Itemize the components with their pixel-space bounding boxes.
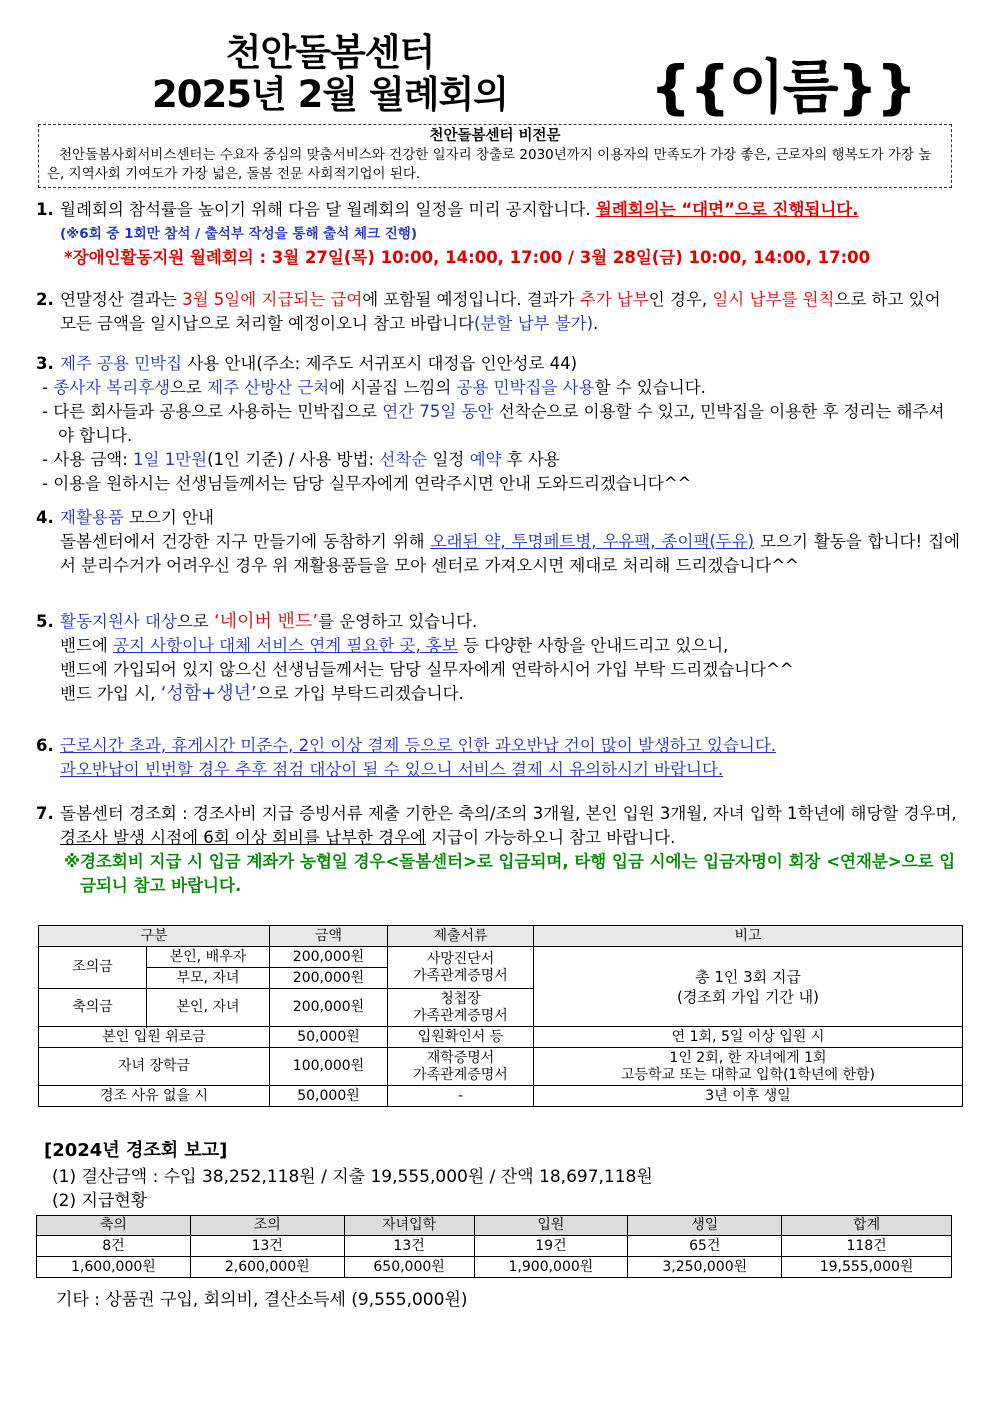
table-row (39, 1086, 963, 1107)
item-number: 1. (36, 200, 54, 219)
table-cell: 50,000원 (270, 1086, 388, 1107)
table-cell: 축의금 (39, 989, 147, 1027)
notice-item-7 (36, 802, 960, 898)
table-cell: 3년 이후 생일 (534, 1086, 963, 1107)
item5-text-g: 등 다양한 사항을 안내드리고 있으니, (457, 636, 729, 655)
table-cell: 1,900,000원 (474, 1257, 628, 1278)
table-cell: 본인, 자녀 (147, 989, 270, 1027)
table-cell: 8건 (37, 1236, 191, 1257)
table-cell: 200,000원 (270, 947, 388, 968)
item3-l1-d: 제주 산방산 근처 (207, 378, 330, 397)
name-placeholder: {{이름}} (650, 53, 916, 121)
table-header-row (39, 926, 963, 947)
item2-text-g: 으로 하고 있어 모든 금액을 일시납으로 처리할 예정이오니 참고 바랍니다 (60, 290, 941, 333)
item5-text-k: 으로 가입 부탁드리겠습니다. (256, 684, 464, 703)
table-row (39, 1027, 963, 1048)
table-row (39, 1048, 963, 1086)
item7-text-d: ※경조회비 지급 시 입금 계좌가 농협일 경우<돌봄센터>로 입금되며, 타행 입금 시에는 입금자명이 회장 <연재분>으로 입금되니 참고 바랍니다. (64, 852, 956, 895)
item3-l1-b: 종사자 복리후생 (53, 378, 171, 397)
table-cell: 200,000원 (270, 989, 388, 1027)
table-cell: 사망진단서 가족관계증명서 (388, 947, 534, 989)
item5-text-e: 밴드에 (60, 636, 114, 655)
table-header-cell: 비고 (534, 926, 963, 947)
table-cell: 경조 사유 없을 시 (39, 1086, 270, 1107)
table-header-cell: 입원 (474, 1216, 628, 1236)
table-cell: 재학증명서 가족관계증명서 (388, 1048, 534, 1086)
report-title: [2024년 경조회 보고] (44, 1140, 228, 1161)
item2-text-c: 에 포함될 예정입니다. 결과가 (362, 290, 580, 309)
table-header-cell: 축의 (37, 1216, 191, 1236)
table-cell: 19,555,000원 (782, 1257, 952, 1278)
item3-l3-e: 일정 (427, 450, 470, 469)
notice-item-4 (36, 506, 960, 578)
table-cell: 100,000원 (270, 1048, 388, 1086)
table-cell: 총 1인 3회 지급 (경조회 가입 기간 내) (534, 947, 963, 1027)
table-header-row (37, 1216, 952, 1236)
congratulations-table (38, 925, 963, 1107)
table-row (37, 1257, 952, 1278)
table-cell: 13건 (190, 1236, 344, 1257)
item2-text-d: 추가 납부 (579, 290, 649, 309)
table-cell: 50,000원 (270, 1027, 388, 1048)
notice-item-5 (36, 610, 960, 706)
item3-text-b: 사용 안내(주소: 제주도 서귀포시 대정읍 인안성로 44) (182, 354, 578, 373)
table-cell: 자녀 장학금 (39, 1048, 270, 1086)
table-cell: 650,000원 (344, 1257, 474, 1278)
item4-text-b: 모으기 안내 (123, 508, 214, 527)
item2-text-h: (분할 납부 불가) (474, 314, 594, 333)
item5-text-a: 활동지원사 대상 (60, 612, 177, 631)
table-header-cell: 생일 (628, 1216, 782, 1236)
payment-status-table (36, 1215, 952, 1278)
item3-text-a: 제주 공용 민박집 (60, 354, 183, 373)
item5-text-b: 으로 (176, 612, 214, 631)
item1-text-d: *장애인활동지원 월례회의 : 3월 27일(목) 10:00, 14:00, 17:00 / 3월 28일(금) 10:00, 14:00, 17:00 (64, 248, 871, 267)
item3-l3-b: 1일 1만원 (133, 450, 208, 469)
report-payment-label: (2) 지급현황 (52, 1191, 148, 1211)
item-number: 4. (36, 508, 54, 527)
table-cell: 200,000원 (270, 968, 388, 989)
table-cell: 본인 입원 위로금 (39, 1027, 270, 1048)
item3-l3-f: 예약 (469, 450, 502, 469)
table-cell: 조의금 (39, 947, 147, 989)
notice-item-1 (36, 198, 960, 270)
item3-l4: - 이용을 원하시는 선생님들께서는 담당 실무자에게 연락주시면 안내 도와드리겠습니다^^ (42, 474, 692, 493)
table-cell: 연 1회, 5일 이상 입원 시 (534, 1027, 963, 1048)
table-cell: - (388, 1086, 534, 1107)
item6-text-b: 과오반납이 빈번할 경우 추후 점검 대상이 될 수 있으니 서비스 결제 시 유의하시기 바랍니다. (60, 760, 724, 779)
table-header-cell: 구분 (39, 926, 270, 947)
vision-box (38, 124, 952, 188)
report-etc: 기타 : 상품권 구입, 회의비, 결산소득세 (9,555,000원) (56, 1290, 468, 1310)
table-cell: 65건 (628, 1236, 782, 1257)
table-cell: 118건 (782, 1236, 952, 1257)
item3-l3-g: 후 사용 (501, 450, 560, 469)
table-cell: 13건 (344, 1236, 474, 1257)
vision-text: 천안돌봄사회서비스센터는 수요자 중심의 맞춤서비스와 건강한 일자리 창출로 2030년까지 이용자의 만족도가 가장 좋은, 근로자의 행복도가 가장 높은, 지역사회 기여도가 가장 넓은, 돌봄 전문 사회적기업이 된다. (47, 147, 932, 182)
item5-text-j: ‘성함+생년’ (160, 683, 257, 704)
item5-text-i: 밴드 가입 시, (60, 684, 161, 703)
item6-text-a: 근로시간 초과, 휴게시간 미준수, 2인 이상 결제 등으로 인한 과오반납 건이 많이 발생하고 있습니다. (60, 736, 777, 755)
notice-item-6 (36, 734, 960, 782)
item3-l2-c: 선착순으로 이용할 수 있고, 민박집을 이용한 후 정리는 해주셔야 합니다. (58, 402, 945, 445)
item-number: 3. (36, 354, 54, 373)
item2-text-i: . (593, 314, 599, 333)
item1-text-c: (※6회 중 1회만 참석 / 출석부 작성을 통해 출석 체크 진행) (60, 226, 418, 242)
vision-title: 천안돌봄센터 비전문 (429, 128, 561, 144)
item7-text-a: 돌봄센터 경조회 : 경조사비 지급 증빙서류 제출 기한은 축의/조의 3개월, 본인 입원 3개월, 자녀 입학 1학년에 해당할 경우며, (60, 804, 957, 823)
table-cell: 3,250,000원 (628, 1257, 782, 1278)
item-number: 7. (36, 804, 54, 823)
table-header-cell: 합계 (782, 1216, 952, 1236)
page-title (120, 32, 540, 116)
item1-text-a: 월례회의 참석률을 높이기 위해 다음 달 월례회의 일정을 미리 공지합니다. (60, 200, 596, 219)
item2-text-e: 인 경우, (648, 290, 713, 309)
table-row (39, 947, 963, 968)
item3-l3-d: 선착순 (379, 450, 428, 469)
item3-l3-a: - 사용 금액: (42, 450, 134, 469)
item3-l1-e: 에 시골집 느낌의 (329, 378, 457, 397)
title-line-2: 2025년 2월 월례회의 (152, 73, 508, 116)
item3-l3-c: (1인 기준) / 사용 방법: (207, 450, 380, 469)
item3-l2-b: 연간 75일 동안 (382, 402, 494, 421)
item3-l1-f: 공용 민박집을 사용 (456, 378, 595, 397)
item2-text-f: 일시 납부를 원칙 (712, 290, 835, 309)
table-header-cell: 자녀입학 (344, 1216, 474, 1236)
table-cell: 19건 (474, 1236, 628, 1257)
item4-text-d: 오래된 약, 투명페트병, 우유팩, 종이팩(두유) (430, 532, 755, 551)
title-line-1: 천안돌봄센터 (225, 31, 435, 74)
item5-text-d: 를 운영하고 있습니다. (318, 612, 478, 631)
item5-text-c: ‘네이버 밴드’ (213, 611, 319, 632)
item7-text-c: 지급이 가능하오니 참고 바랍니다. (426, 828, 676, 847)
item4-text-c: 돌봄센터에서 건강한 지구 만들기에 동참하기 위해 (60, 532, 431, 551)
item5-text-h: 밴드에 가입되어 있지 않으신 선생님들께서는 담당 실무자에게 연락하시어 가입 부탁 드리겠습니다^^ (60, 660, 794, 679)
item3-l1-g: 할 수 있습니다. (594, 378, 706, 397)
table-cell: 입원확인서 등 (388, 1027, 534, 1048)
table-header-cell: 제출서류 (388, 926, 534, 947)
item4-text-a: 재활용품 (60, 508, 124, 527)
item1-text-b: 월례회의는 “대면”으로 진행됩니다. (595, 200, 859, 219)
item4-text-e: 모으기 활동을 합니다! 집에서 분리수거가 어려우신 경우 위 재활용품들을 모아 센터로 가져오시면 제대로 처리해 드리겠습니다^^ (60, 532, 960, 575)
item3-l2-a: - 다른 회사들과 공용으로 사용하는 민박집으로 (42, 402, 383, 421)
item7-text-b: 경조사 발생 시점에 6회 이상 회비를 납부한 경우에 (60, 828, 426, 847)
notice-item-3 (36, 352, 960, 496)
item2-text-a: 연말정산 결과는 (60, 290, 183, 309)
item5-text-f: 공지 사항이나 대체 서비스 연계 필요한 곳, 홍보 (113, 636, 458, 655)
item3-l1-dash: - (42, 378, 54, 397)
item3-l1-c: 으로 (170, 378, 208, 397)
item-number: 2. (36, 290, 54, 309)
item-number: 6. (36, 736, 54, 755)
item2-text-b: 3월 5일에 지급되는 급여 (182, 290, 363, 309)
table-row (37, 1236, 952, 1257)
table-cell: 본인, 배우자 (147, 947, 270, 968)
table-header-cell: 조의 (190, 1216, 344, 1236)
item-number: 5. (36, 612, 54, 631)
table-cell: 부모, 자녀 (147, 968, 270, 989)
report-settlement: (1) 결산금액 : 수입 38,252,118원 / 지출 19,555,000원 / 잔액 18,697,118원 (52, 1167, 653, 1187)
table-cell: 2,600,000원 (190, 1257, 344, 1278)
table-cell: 1인 2회, 한 자녀에게 1회 고등학교 또는 대학교 입학(1학년에 한함) (534, 1048, 963, 1086)
table-cell: 1,600,000원 (37, 1257, 191, 1278)
table-cell: 청첩장 가족관계증명서 (388, 989, 534, 1027)
table-header-cell: 금액 (270, 926, 388, 947)
notice-item-2 (36, 288, 960, 336)
